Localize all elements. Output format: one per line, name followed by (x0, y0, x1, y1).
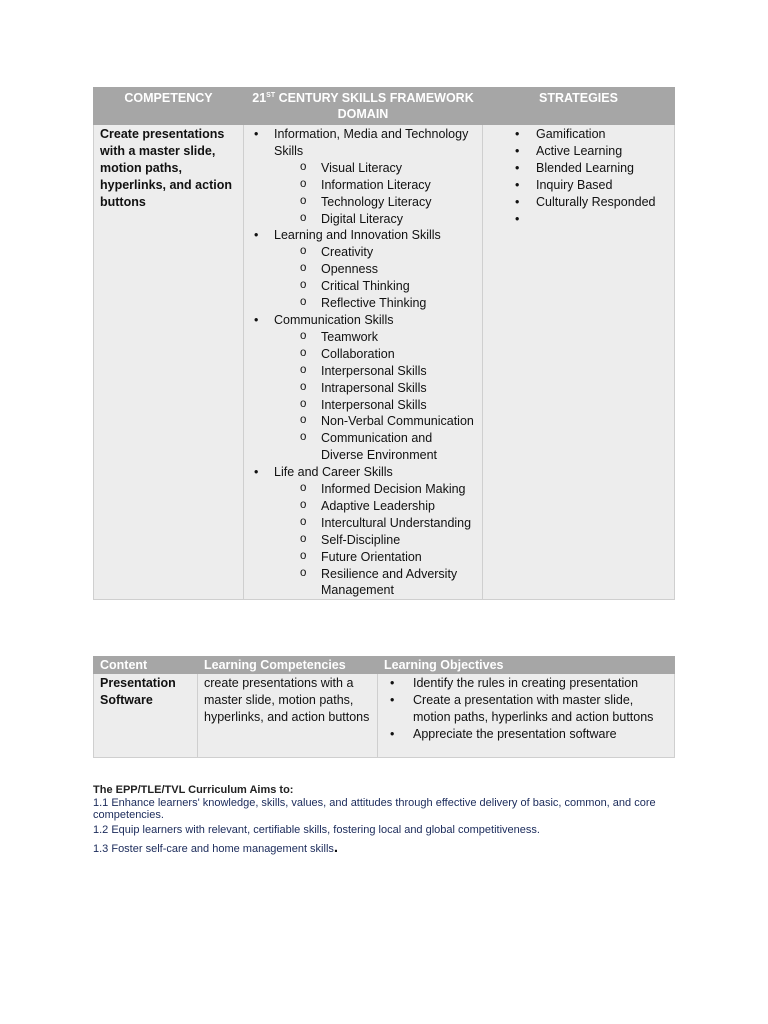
header-framework-superscript: ST (266, 92, 276, 99)
domain-subitem: o Self-Discipline (250, 532, 476, 549)
strategies-cell (483, 125, 675, 600)
domain-item: • Life and Career Skills (250, 464, 476, 481)
strategy-item: • Inquiry Based (489, 177, 668, 194)
learning-competency-cell: create presentations with a master slide, motion paths, hyperlinks, and action buttons (198, 674, 378, 758)
domain-subitem: o Adaptive Leadership (250, 498, 476, 515)
domain-subitem: o Communication and Diverse Environment (250, 430, 476, 464)
strategy-item: • Gamification (489, 126, 668, 143)
domain-item: • Communication Skills (250, 312, 476, 329)
domain-subitem: o Intrapersonal Skills (250, 380, 476, 397)
domain-subitem: o Future Orientation (250, 549, 476, 566)
aim-item (93, 839, 683, 856)
learning-objectives-cell (378, 674, 675, 758)
header-learning-competencies: Learning Competencies (198, 657, 378, 674)
curriculum-aims (93, 784, 683, 856)
domain-subitem: o Resilience and Adversity Management (250, 566, 476, 600)
competency-framework-table (93, 87, 675, 600)
aims-heading: The EPP/TLE/TVL Curriculum Aims to: (93, 784, 294, 796)
aim-item-period: . (333, 839, 339, 856)
header-framework-number: 21 (252, 91, 267, 105)
domain-subitem: o Openness (250, 261, 476, 278)
strategy-item (489, 211, 668, 228)
domain-subitem: o Visual Literacy (250, 160, 476, 177)
strategy-list (489, 126, 668, 227)
domain-subitem: o Intercultural Understanding (250, 515, 476, 532)
header-content: Content (94, 657, 198, 674)
table-header-row (94, 657, 675, 674)
objective-item: • Identify the rules in creating presentation (384, 675, 668, 692)
domain-subitem: o Reflective Thinking (250, 295, 476, 312)
domain-subitem: o Interpersonal Skills (250, 363, 476, 380)
header-strategies: STRATEGIES (483, 88, 675, 125)
domain-subitem: o Technology Literacy (250, 194, 476, 211)
objective-item: • Appreciate the presentation software (384, 726, 668, 743)
domain-subitem: o Creativity (250, 244, 476, 261)
header-framework-domain (244, 88, 483, 125)
aim-item: 1.2 Equip learners with relevant, certifiable skills, fostering local and global competitiveness. (93, 823, 540, 836)
domain-list (250, 126, 476, 599)
learning-objectives-table (93, 656, 675, 758)
aim-item: 1.1 Enhance learners' knowledge, skills, values, and attitudes through effective delivery of basic, common, and core competencies. (93, 796, 656, 821)
domain-item: • Information, Media and Technology Skills (250, 126, 476, 160)
table-header-row (94, 88, 675, 125)
objective-item: • Create a presentation with master slide, motion paths, hyperlinks and action buttons (384, 692, 668, 726)
domain-subitem: o Interpersonal Skills (250, 397, 476, 414)
domain-subitem: o Critical Thinking (250, 278, 476, 295)
domain-subitem: o Teamwork (250, 329, 476, 346)
domain-subitem: o Informed Decision Making (250, 481, 476, 498)
framework-domain-cell (244, 125, 483, 600)
domain-subitem: o Non-Verbal Communication (250, 413, 476, 430)
domain-subitem: o Collaboration (250, 346, 476, 363)
strategy-item: • Active Learning (489, 143, 668, 160)
domain-subitem: o Digital Literacy (250, 211, 476, 228)
header-learning-objectives: Learning Objectives (378, 657, 675, 674)
competency-cell: Create presentations with a master slide, motion paths, hyperlinks, and action buttons (94, 125, 244, 600)
header-framework-text: CENTURY SKILLS FRAMEWORK DOMAIN (275, 91, 474, 121)
strategy-item: • Blended Learning (489, 160, 668, 177)
strategy-item: • Culturally Responded (489, 194, 668, 211)
aim-item-text: 1.3 Foster self-care and home management skills (93, 843, 334, 855)
objective-list (384, 675, 668, 743)
domain-item: • Learning and Innovation Skills (250, 227, 476, 244)
table-row (94, 674, 675, 758)
content-cell: Presentation Software (94, 674, 198, 758)
domain-subitem: o Information Literacy (250, 177, 476, 194)
header-competency: COMPETENCY (94, 88, 244, 125)
table-row (94, 125, 675, 600)
